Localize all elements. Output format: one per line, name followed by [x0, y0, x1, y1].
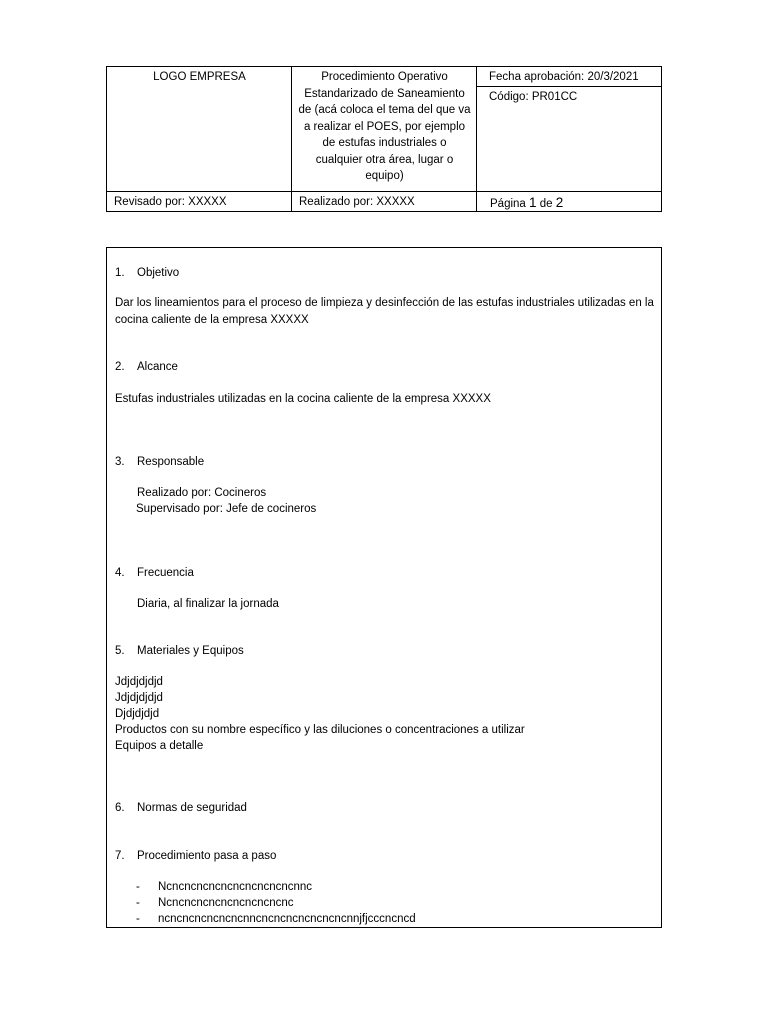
document-title: [292, 67, 477, 191]
section-number: 1.: [115, 267, 125, 279]
procedure-step: Ncncncncncncncncncncnc: [158, 897, 294, 909]
section-number: 6.: [115, 802, 125, 814]
frecuencia-text: Diaria, al finalizar la jornada: [137, 598, 279, 610]
materiales-line: Jdjdjdjdjd: [115, 692, 163, 704]
made-by-text: Realizado por: XXXXX: [299, 196, 415, 208]
section-title-responsable: Responsable: [137, 456, 205, 468]
section-title-objetivo: Objetivo: [137, 267, 180, 279]
logo-placeholder: [107, 67, 292, 191]
materiales-line: Djdjdjdjd: [115, 708, 160, 720]
section-number: 3.: [115, 456, 125, 468]
title-line: cualquier otra área, lugar o: [315, 153, 454, 166]
section-number: 2.: [115, 361, 125, 373]
objetivo-text: Dar los lineamientos para el proceso de limpieza y desinfección de las estufas industriales utilizadas en la: [115, 297, 654, 309]
page-indicator: [483, 193, 661, 211]
page-label: Página: [490, 198, 526, 210]
materiales-line: Jdjdjdjdjd: [115, 676, 163, 688]
materiales-line: Equipos a detalle: [115, 740, 204, 752]
section-title-materiales: Materiales y Equipos: [137, 645, 244, 657]
objetivo-text: cocina caliente de la empresa XXXXX: [115, 314, 309, 326]
list-bullet: -: [136, 913, 140, 925]
procedure-body: [106, 247, 662, 928]
section-title-frecuencia: Frecuencia: [137, 567, 194, 579]
title-line: Procedimiento Operativo: [321, 71, 448, 83]
title-line: Estandarizado de Saneamiento: [304, 87, 465, 100]
reviewed-by-text: Revisado por: XXXXX: [114, 196, 227, 208]
document-code: [483, 87, 661, 107]
title-line: a realizar el POES, por ejemplo: [303, 120, 466, 133]
materiales-line: Productos con su nombre específico y las diluciones o concentraciones a utilizar: [115, 724, 525, 736]
section-number: 5.: [115, 645, 125, 657]
approval-date-text: Fecha aprobación: 20/3/2021: [489, 71, 639, 83]
list-bullet: -: [136, 897, 140, 909]
header-table: [106, 66, 662, 212]
procedure-step: ncncncncncncncnncncncncncncncncnnjfjcccncncd: [158, 913, 416, 925]
header-divider: [107, 191, 661, 192]
section-number: 7.: [115, 850, 125, 862]
responsable-realizado: Realizado por: Cocineros: [137, 487, 267, 499]
section-number: 4.: [115, 567, 125, 579]
procedure-step: Ncncncncncncncncncncncnnc: [158, 881, 313, 893]
made-by: [292, 193, 477, 211]
title-line: equipo): [365, 170, 404, 182]
list-bullet: -: [136, 881, 140, 893]
alcance-text: Estufas industriales utilizadas en la cocina caliente de la empresa XXXXX: [115, 393, 491, 405]
section-title-procedimiento: Procedimiento pasa a paso: [137, 850, 277, 862]
page-total: 2: [555, 195, 564, 210]
approval-date: [483, 67, 661, 87]
page-of: de: [539, 198, 553, 210]
section-title-normas: Normas de seguridad: [137, 802, 247, 814]
title-line: de estufas industriales o: [322, 137, 447, 149]
logo-label: LOGO EMPRESA: [153, 71, 246, 83]
section-title-alcance: Alcance: [137, 361, 178, 373]
reviewed-by: [107, 193, 292, 211]
responsable-supervisado: Supervisado por: Jefe de cocineros: [136, 503, 317, 515]
document-code-text: Código: PR01CC: [489, 91, 578, 103]
title-line: de (acá coloca el tema del que va: [298, 104, 471, 116]
page-current: 1: [529, 195, 537, 210]
